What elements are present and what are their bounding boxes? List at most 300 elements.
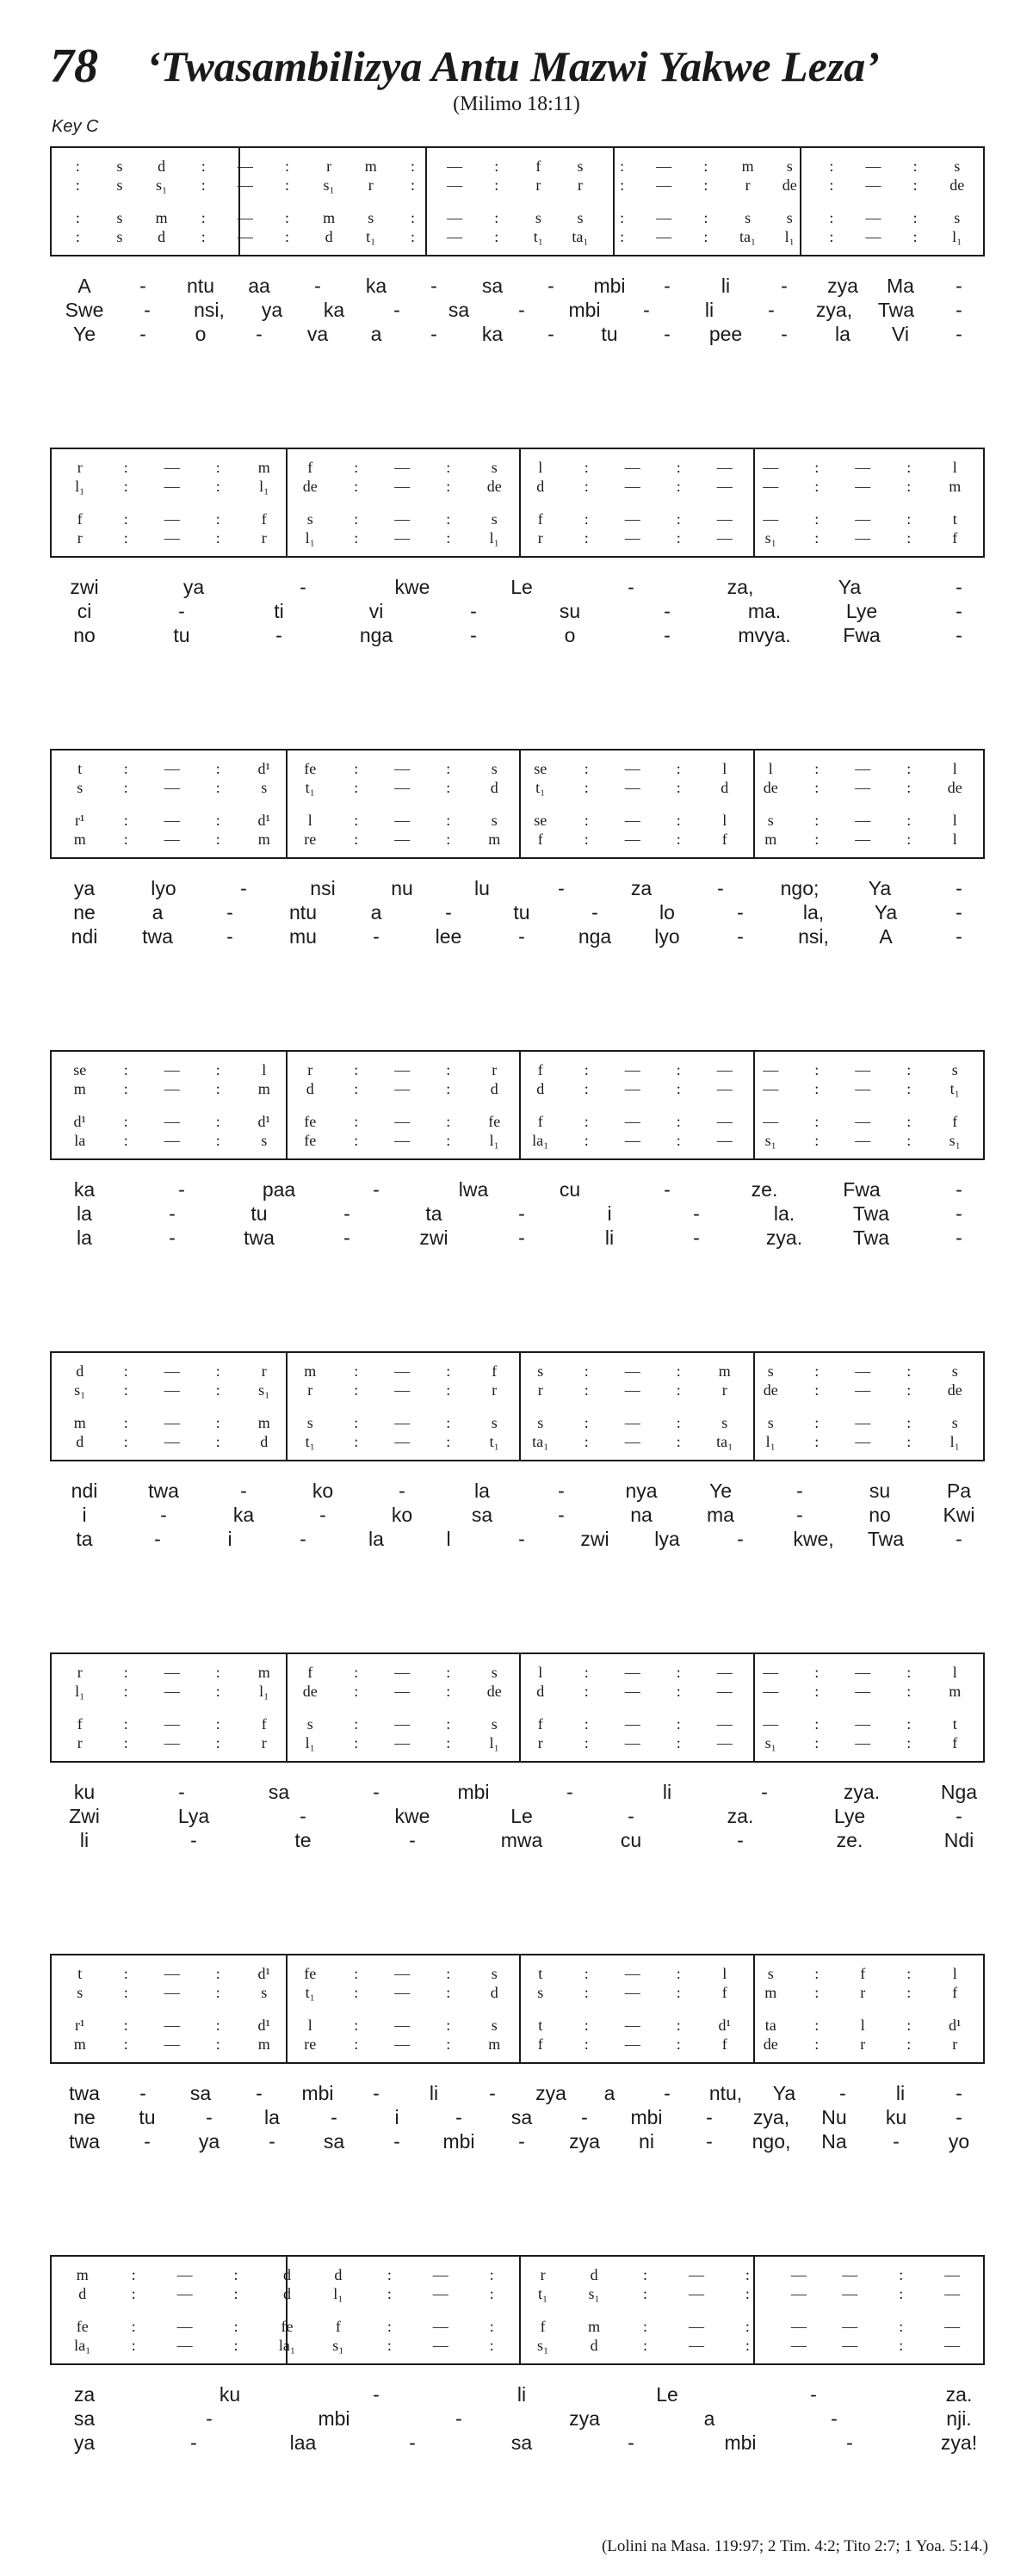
solfa-note: — xyxy=(394,1113,411,1130)
lyric-syllable: - xyxy=(300,576,306,598)
solfa-note: : xyxy=(123,1080,128,1097)
solfa-note: : xyxy=(906,1381,912,1399)
solfa-note: : xyxy=(643,2266,648,2283)
solfa-note: : xyxy=(676,1683,681,1700)
solfa-note: — xyxy=(394,1362,411,1380)
solfa-note: : xyxy=(446,1433,451,1450)
lyric-syllable: zwi xyxy=(419,1226,448,1249)
solfa-note: : xyxy=(123,459,128,476)
solfa-note: — xyxy=(688,2285,704,2302)
solfa-note: d xyxy=(282,2266,291,2283)
solfa-note: l₁ xyxy=(305,529,315,547)
lyric-syllable: - xyxy=(664,600,671,622)
solfa-note: : xyxy=(676,478,681,495)
solfa-note: : xyxy=(745,2266,750,2283)
solfa-note: r xyxy=(540,2266,546,2283)
lyric-syllable: nga xyxy=(359,624,393,646)
lyric-syllable: Nu xyxy=(821,2106,847,2128)
solfa-note: : xyxy=(354,1113,359,1130)
solfa-note: : xyxy=(643,2285,648,2302)
solfa-note: : xyxy=(215,510,220,528)
solfa-note: d¹ xyxy=(257,1113,270,1130)
solfa-note: r xyxy=(261,1734,267,1751)
solfa-note: : xyxy=(215,1433,220,1450)
lyric-syllable: - xyxy=(717,877,724,899)
lyric-syllable: Ma xyxy=(887,275,914,297)
lyric-syllable: - xyxy=(581,2106,588,2128)
solfa-note: : xyxy=(620,176,625,194)
solfa-note: m xyxy=(73,2035,86,2053)
solfa-note: s₁ xyxy=(323,176,335,194)
solfa-note: : xyxy=(446,2017,451,2034)
lyric-syllable: ya xyxy=(261,299,283,321)
lyric-syllable: - xyxy=(664,1178,671,1201)
lyric-syllable: nsi xyxy=(310,877,336,899)
lyric-syllable: zya! xyxy=(940,2431,978,2454)
solfa-note: d xyxy=(490,779,498,796)
solfa-note: : xyxy=(814,779,820,796)
solfa-note: : xyxy=(123,779,128,796)
solfa-note: : xyxy=(215,529,220,547)
lyric-syllable: vi xyxy=(368,600,384,622)
lyric-syllable: - xyxy=(269,2130,275,2153)
lyric-syllable: - xyxy=(399,1480,405,1502)
lyric-syllable: a xyxy=(152,901,164,924)
voice-part-row xyxy=(52,1060,983,1079)
lyric-syllable: la xyxy=(77,1202,92,1225)
solfa-note: : xyxy=(814,478,820,495)
lyric-syllable: l xyxy=(446,1528,451,1550)
solfa-note: : xyxy=(814,1683,820,1700)
solfa-note: : xyxy=(215,2017,220,2034)
solfa-note: — xyxy=(763,1664,779,1681)
solfa-note: la₁ xyxy=(532,1132,549,1149)
solfa-note: s₁ xyxy=(74,1381,86,1399)
solfa-note: — xyxy=(164,1715,180,1733)
solfa-note: s xyxy=(767,1965,774,1982)
solfa-note: : xyxy=(584,760,589,777)
lyric-syllable: kwe, xyxy=(793,1528,834,1550)
lyric-syllable: - xyxy=(470,624,477,646)
solfa-note: : xyxy=(233,2285,238,2302)
lyric-syllable: li xyxy=(429,2082,439,2104)
solfa-note: r xyxy=(77,1734,83,1751)
lyric-syllable: li xyxy=(604,1226,615,1249)
solfa-note: : xyxy=(215,831,220,848)
solfa-note: : xyxy=(446,529,451,547)
solfa-note: : xyxy=(814,1132,820,1149)
solfa-note: m xyxy=(364,158,377,175)
solfa-note: d xyxy=(282,2285,291,2302)
solfa-note: s xyxy=(721,1414,728,1431)
lyric-syllable: i xyxy=(394,2106,399,2128)
solfa-note: fe xyxy=(304,760,317,777)
solfa-note: m xyxy=(257,1414,270,1431)
lyric-syllable: zwi xyxy=(580,1528,609,1550)
solfa-note: — xyxy=(394,529,411,547)
solfa-note: r xyxy=(307,1381,313,1399)
solfa-note: d xyxy=(590,2337,598,2354)
lyric-syllable: na xyxy=(630,1504,653,1526)
lyric-line xyxy=(50,599,985,624)
solfa-note: : xyxy=(354,1080,359,1097)
solfa-note: — xyxy=(716,1132,733,1149)
solfa-note: : xyxy=(906,812,912,829)
solfa-note: s xyxy=(306,510,313,528)
solfa-note: — xyxy=(394,779,411,796)
lyric-syllable: tu xyxy=(513,901,530,924)
solfa-note: — xyxy=(164,1433,180,1450)
solfa-note: : xyxy=(489,2285,494,2302)
lyric-syllable: - xyxy=(343,1202,350,1225)
solfa-note: : xyxy=(123,2017,128,2034)
solfa-note: : xyxy=(215,2035,220,2053)
voice-part-row xyxy=(52,1381,983,1399)
solfa-note: — xyxy=(624,1061,640,1078)
lyric-syllable: zya. xyxy=(765,1226,803,1249)
lyric-syllable: - xyxy=(190,2431,197,2454)
solfa-note: — xyxy=(624,1715,640,1733)
lyric-line xyxy=(50,1828,985,1853)
solfa-note: f xyxy=(537,1715,543,1733)
lyric-syllable: - xyxy=(139,275,146,297)
lyric-syllable: aa xyxy=(248,275,270,297)
solfa-note: — xyxy=(855,779,871,796)
lyric-syllable: tu xyxy=(251,1202,268,1225)
lyric-syllable: paa xyxy=(262,1178,296,1201)
solfa-note: — xyxy=(394,831,411,848)
solfa-note: : xyxy=(131,2266,136,2283)
lyric-syllable: Twa xyxy=(852,1202,890,1225)
solfa-note: de xyxy=(486,1683,502,1700)
solfa-note: — xyxy=(447,209,463,226)
solfa-note: : xyxy=(354,2035,359,2053)
solfa-note: d¹ xyxy=(949,2017,962,2034)
lyric-syllable: li xyxy=(516,2383,527,2406)
solfa-note: : xyxy=(814,1061,820,1078)
solfa-note: : xyxy=(912,209,918,226)
solfa-note: t₁ xyxy=(533,228,543,245)
solfa-note: — xyxy=(855,1061,871,1078)
lyric-syllable: a xyxy=(370,323,382,345)
solfa-note: : xyxy=(123,1414,128,1431)
solfa-note: — xyxy=(855,459,871,476)
lyric-syllable: - xyxy=(737,901,744,924)
solfa-note: — xyxy=(763,1061,779,1078)
solfa-note: m xyxy=(949,1683,962,1700)
lyric-syllable: la xyxy=(368,1528,384,1550)
lyric-syllable: za xyxy=(630,877,653,899)
solfa-note: : xyxy=(123,1734,128,1751)
lyric-syllable: - xyxy=(518,925,525,948)
lyric-syllable: - xyxy=(664,2082,671,2104)
solfa-note: r xyxy=(77,529,83,547)
lyric-syllable: mbi xyxy=(301,2082,334,2104)
solfa-note: — xyxy=(624,1414,640,1431)
lyric-syllable: ko xyxy=(312,1480,334,1502)
solfa-note: : xyxy=(215,1984,220,2001)
lyric-syllable: ndi xyxy=(71,925,98,948)
solfa-note: : xyxy=(676,1132,681,1149)
solfa-note: — xyxy=(624,831,640,848)
lyric-syllable: zwi xyxy=(70,576,99,598)
solfa-note: : xyxy=(745,2318,750,2335)
solfa-note: re xyxy=(304,2035,317,2053)
lyric-syllable: nsi, xyxy=(194,299,225,321)
solfa-note: : xyxy=(584,1132,589,1149)
voice-part-row xyxy=(52,2317,983,2336)
solfa-note: m xyxy=(73,1414,86,1431)
solfa-note: : xyxy=(906,831,912,848)
solfa-note: f xyxy=(77,1715,83,1733)
solfa-note: — xyxy=(624,2017,640,2034)
lyric-syllable: - xyxy=(956,2106,962,2128)
lyric-syllable: sa xyxy=(481,275,504,297)
lyric-syllable: twa xyxy=(142,925,173,948)
lyric-syllable: Pa xyxy=(946,1480,972,1502)
solfa-note: : xyxy=(584,529,589,547)
solfa-note: s xyxy=(786,158,793,175)
solfa-note: : xyxy=(906,478,912,495)
lyric-syllable: - xyxy=(956,576,962,598)
lyric-syllable: lwa xyxy=(458,1178,489,1201)
solfa-note: l xyxy=(722,760,727,777)
solfa-note: : xyxy=(215,1381,220,1399)
solfa-note: : xyxy=(643,2337,648,2354)
solfa-note: : xyxy=(354,831,359,848)
lyric-syllable: va xyxy=(306,323,329,345)
lyric-syllable: ku xyxy=(885,2106,907,2128)
solfa-note: m xyxy=(73,1080,86,1097)
solfa-note: : xyxy=(584,510,589,528)
solfa-note: s xyxy=(951,1414,958,1431)
solfa-note: d xyxy=(325,228,333,245)
lyric-syllable: twa xyxy=(148,1480,179,1502)
solfa-note: m xyxy=(304,1362,317,1380)
solfa-note: — xyxy=(394,1715,411,1733)
solfa-note: : xyxy=(703,209,708,226)
solfa-note: : xyxy=(446,1965,451,1982)
solfa-note: : xyxy=(123,478,128,495)
lyric-syllable: - xyxy=(737,1829,744,1851)
solfa-note: : xyxy=(123,510,128,528)
voice-part-row xyxy=(52,2265,983,2284)
solfa-note: — xyxy=(432,2285,448,2302)
solfa-note: : xyxy=(354,1132,359,1149)
solfa-note: : xyxy=(410,228,415,245)
lyric-syllable: - xyxy=(693,1226,700,1249)
solfa-note: : xyxy=(584,1984,589,2001)
solfa-note: : xyxy=(584,2017,589,2034)
solfa-note: l xyxy=(262,1061,267,1078)
solfa-note: t₁ xyxy=(366,228,376,245)
solfa-note: : xyxy=(584,1113,589,1130)
solfa-note: m xyxy=(155,209,168,226)
solfa-note: : xyxy=(131,2285,136,2302)
solfa-note: — xyxy=(624,1664,640,1681)
solfa-note: t₁ xyxy=(305,1984,315,2001)
solfa-note: l xyxy=(538,459,543,476)
solfa-note: d¹ xyxy=(73,1113,86,1130)
solfa-note: — xyxy=(842,2266,858,2283)
lyric-line xyxy=(50,1780,985,1805)
lyric-syllable: no xyxy=(869,1504,891,1526)
solfa-note: ta₁ xyxy=(532,1433,549,1450)
lyric-syllable: Fwa xyxy=(843,624,881,646)
lyric-syllable: - xyxy=(300,1528,306,1550)
solfa-note: — xyxy=(624,1381,640,1399)
solfa-note: d xyxy=(76,1433,84,1450)
solfa-note: : xyxy=(584,1734,589,1751)
lyric-syllable: su xyxy=(559,600,581,622)
solfa-note: f xyxy=(537,1061,543,1078)
solfa-note: — xyxy=(855,1433,871,1450)
solfa-staff xyxy=(50,2255,985,2365)
lyric-syllable: - xyxy=(300,1805,306,1827)
lyric-syllable: - xyxy=(956,624,962,646)
solfa-note: — xyxy=(855,478,871,495)
lyric-syllable: - xyxy=(393,2130,400,2153)
solfa-note: — xyxy=(855,1664,871,1681)
solfa-note: — xyxy=(164,1683,180,1700)
lyric-syllable: - xyxy=(956,2082,962,2104)
lyric-syllable: - xyxy=(373,2082,380,2104)
solfa-note: s xyxy=(491,2017,498,2034)
lyric-syllable: ci xyxy=(77,600,92,622)
solfa-note: d xyxy=(260,1433,269,1450)
solfa-note: m xyxy=(257,459,270,476)
solfa-note: : xyxy=(123,529,128,547)
solfa-note: — xyxy=(624,812,640,829)
lyric-syllable: mbi xyxy=(724,2431,757,2454)
solfa-note: : xyxy=(814,1664,820,1681)
solfa-note: s xyxy=(537,1362,544,1380)
solfa-staff xyxy=(50,448,985,558)
solfa-note: — xyxy=(394,812,411,829)
solfa-note: : xyxy=(446,1734,451,1751)
lyric-syllable: - xyxy=(393,299,400,321)
solfa-note: — xyxy=(763,1683,779,1700)
solfa-note: — xyxy=(164,831,180,848)
lyric-syllable: kwe xyxy=(394,1805,430,1827)
lyric-syllable: - xyxy=(796,1504,803,1526)
solfa-note: m xyxy=(718,1362,731,1380)
solfa-note: — xyxy=(855,510,871,528)
solfa-note: : xyxy=(906,2035,912,2053)
solfa-note: — xyxy=(842,2318,858,2335)
lyric-syllable: nga xyxy=(578,925,612,948)
lyric-syllable: - xyxy=(343,1226,350,1249)
lyric-syllable: - xyxy=(373,1781,380,1803)
lyric-syllable: Swe xyxy=(65,299,104,321)
solfa-note: s xyxy=(491,510,498,528)
voice-part-row xyxy=(52,477,983,496)
solfa-note: — xyxy=(237,158,253,175)
solfa-note: : xyxy=(745,2337,750,2354)
solfa-note: : xyxy=(123,760,128,777)
solfa-note: fe xyxy=(281,2318,294,2335)
solfa-note: : xyxy=(906,1734,912,1751)
lyric-syllable: - xyxy=(226,901,233,924)
solfa-note: — xyxy=(164,1381,180,1399)
lyric-syllable: - xyxy=(518,1528,525,1550)
voice-part-row xyxy=(52,1983,983,2002)
solfa-note: : xyxy=(446,459,451,476)
lyric-syllable: o xyxy=(195,323,207,345)
solfa-note: : xyxy=(215,1132,220,1149)
lyric-syllable: - xyxy=(178,1178,185,1201)
solfa-note: : xyxy=(584,1715,589,1733)
solfa-note: : xyxy=(354,1965,359,1982)
solfa-note: — xyxy=(944,2337,961,2354)
solfa-note: : xyxy=(123,1381,128,1399)
lyric-syllable: mbi xyxy=(568,299,601,321)
solfa-note: — xyxy=(176,2285,193,2302)
solfa-note: : xyxy=(906,1113,912,1130)
footnote: (Lolini na Masa. 119:97; 2 Tim. 4:2; Tito 2:7; 1 Yoa. 5:14.) xyxy=(601,2537,988,2555)
solfa-note: : xyxy=(814,1381,820,1399)
lyric-syllable: - xyxy=(737,925,744,948)
lyric-syllable: ze. xyxy=(836,1829,863,1851)
lyric-syllable: nu xyxy=(391,877,413,899)
solfa-note: — xyxy=(394,1132,411,1149)
key-signature: Key C xyxy=(52,117,99,136)
solfa-note: f xyxy=(537,510,543,528)
lyric-syllable: la. xyxy=(773,1202,795,1225)
solfa-note: : xyxy=(584,1061,589,1078)
solfa-note: de xyxy=(782,176,797,194)
solfa-note: l xyxy=(952,812,957,829)
solfa-note: — xyxy=(716,478,733,495)
lyric-line xyxy=(50,1479,985,1504)
solfa-note: : xyxy=(387,2285,392,2302)
lyric-syllable: cu xyxy=(620,1829,642,1851)
solfa-note: re xyxy=(304,831,317,848)
solfa-note: : xyxy=(215,1734,220,1751)
solfa-note: : xyxy=(906,1683,912,1700)
lyric-syllable: - xyxy=(761,1781,768,1803)
solfa-note: — xyxy=(855,1715,871,1733)
solfa-note: : xyxy=(906,1132,912,1149)
solfa-note: : xyxy=(676,1965,681,1982)
solfa-note: s xyxy=(537,1414,544,1431)
solfa-note: — xyxy=(394,459,411,476)
solfa-note: : xyxy=(123,812,128,829)
solfa-note: : xyxy=(906,760,912,777)
solfa-note: — xyxy=(394,1965,411,1982)
lyric-syllable: - xyxy=(956,1805,962,1827)
lyric-syllable: mbi xyxy=(630,2106,663,2128)
lyric-syllable: - xyxy=(956,1226,962,1249)
lyric-syllable: nji. xyxy=(946,2407,972,2430)
solfa-note: : xyxy=(387,2266,392,2283)
solfa-note: : xyxy=(354,779,359,796)
solfa-note: — xyxy=(855,1362,871,1380)
solfa-note: : xyxy=(676,2035,681,2053)
solfa-note: f xyxy=(540,2318,546,2335)
lyric-syllable: - xyxy=(664,624,671,646)
solfa-note: : xyxy=(446,1984,451,2001)
solfa-note: s xyxy=(954,209,961,226)
solfa-note: r xyxy=(721,1381,727,1399)
solfa-note: s₁ xyxy=(155,176,168,194)
solfa-note: : xyxy=(912,158,918,175)
solfa-note: : xyxy=(123,1984,128,2001)
solfa-note: t xyxy=(77,760,83,777)
voice-part-row xyxy=(52,811,983,830)
voice-part-row xyxy=(52,208,983,227)
voice-part-row xyxy=(52,458,983,477)
